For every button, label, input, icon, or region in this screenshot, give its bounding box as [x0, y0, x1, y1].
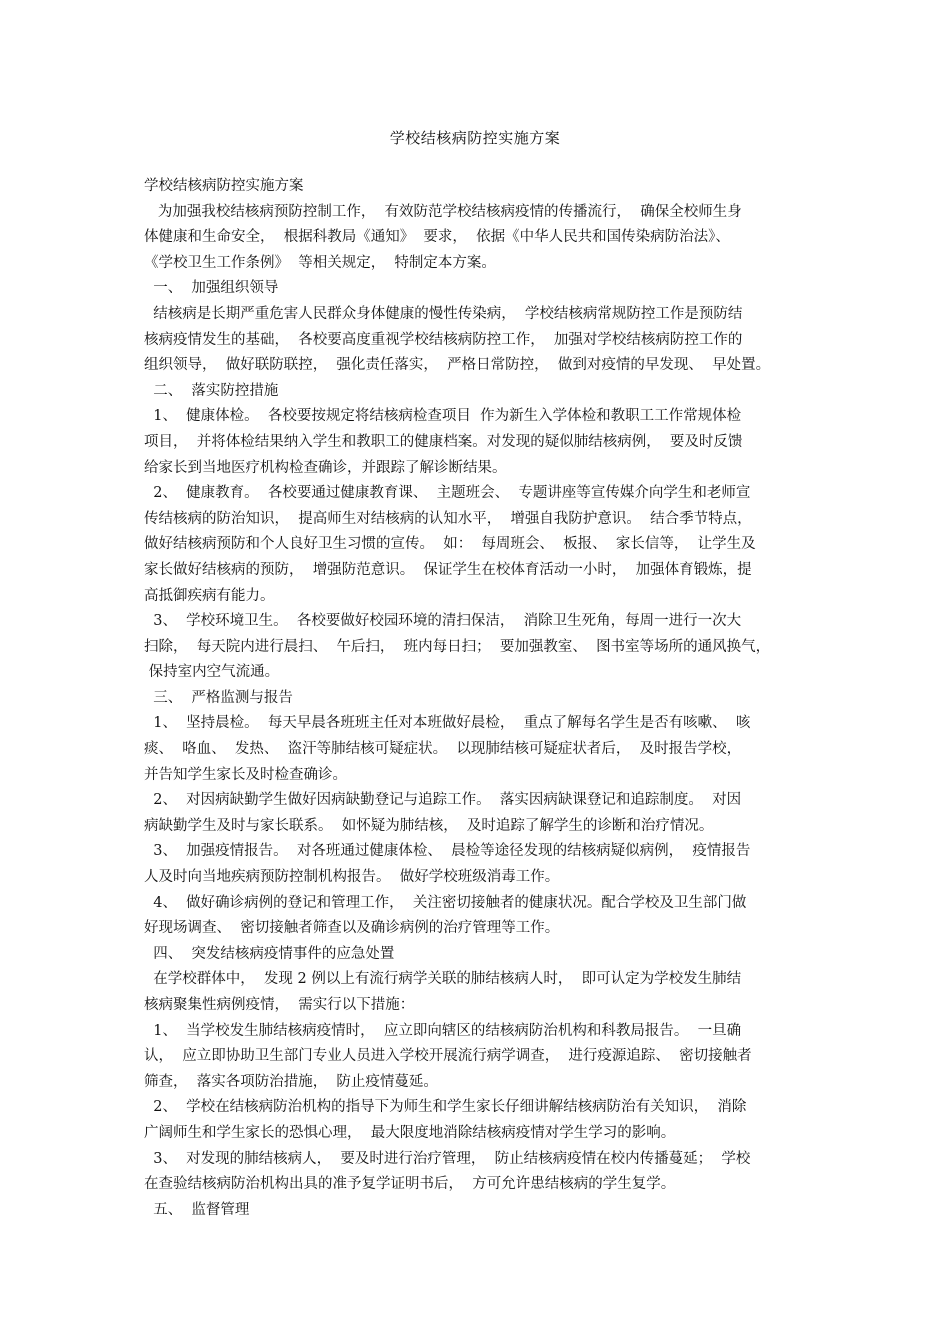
body-text-line: 2、 对因病缺勤学生做好因病缺勤登记与追踪工作。 落实因病缺课登记和追踪制度。 对因	[144, 792, 742, 809]
body-text-line: 家长做好结核病的预防， 增强防范意识。 保证学生在校体育活动一小时， 加强体育锻炼，提	[144, 561, 752, 578]
body-text-line: 传结核病的防治知识， 提高师生对结核病的认知水平， 增强自我防护意识。 结合季节特点，	[144, 510, 752, 527]
body-text-line: 广阔师生和学生家长的恐惧心理， 最大限度地消除结核病疫情对学生学习的影响。	[144, 1124, 676, 1141]
body-text-line: 项目， 并将体检结果纳入学生和教职工的健康档案。对发现的疑似肺结核病例， 要及时反馈	[144, 433, 743, 450]
body-text-line: 痰、 咯血、 发热、 盗汗等肺结核可疑症状。 以现肺结核可疑症状者后， 及时报告学校，	[144, 741, 742, 758]
body-text-line: 筛查， 落实各项防治措施， 防止疫情蔓延。	[144, 1073, 438, 1090]
body-text-line: 2、 学校在结核病防治机构的指导下为师生和学生家长仔细讲解结核病防治有关知识， 消除	[144, 1099, 747, 1116]
body-text-line: 体健康和生命安全， 根据科教局《通知》 要求， 依据《中华人民共和国传染病防治法》、	[144, 229, 730, 246]
body-text-line: 《学校卫生工作条例》 等相关规定， 特制定本方案。	[144, 254, 496, 271]
body-text-line: 3、 对发现的肺结核病人， 要及时进行治疗管理， 防止结核病疫情在校内传播蔓延； 学校	[144, 1150, 751, 1167]
body-text-line: 核病聚集性病例疫情， 需实行以下措施：	[144, 997, 415, 1013]
body-text-line: 给家长到当地医疗机构检查确诊，并跟踪了解诊断结果。	[144, 459, 507, 476]
body-text-line: 做好结核病预防和个人良好卫生习惯的宣传。 如： 每周班会、 板报、 家长信等， 让学生及	[144, 536, 756, 553]
body-text-line: 并告知学生家长及时检查确诊。	[144, 766, 347, 783]
body-text-line: 核病疫情发生的基础， 各校要高度重视学校结核病防控工作， 加强对学校结核病防控工作的	[144, 331, 743, 348]
body-text-line: 结核病是长期严重危害人民群众身体健康的慢性传染病， 学校结核病常规防控工作是预防结	[144, 305, 743, 322]
body-text-line: 认， 应立即协助卫生部门专业人员进入学校开展流行病学调查， 进行疫源追踪、 密切接触者	[144, 1048, 752, 1065]
body-text-line: 2、 健康教育。 各校要通过健康教育课、 主题班会、 专题讲座等宣传媒介向学生和老师宣	[144, 485, 751, 502]
body-text-line: 人及时向当地疾病预防控制机构报告。 做好学校班级消毒工作。	[144, 869, 560, 886]
body-text-line: 为加强我校结核病预防控制工作， 有效防范学校结核病疫情的传播流行， 确保全校师生身	[144, 203, 742, 220]
body-text-line: 好现场调查、 密切接触者筛查以及确诊病例的治疗管理等工作。	[144, 920, 560, 937]
body-text-line: 1、 当学校发生肺结核病疫情时， 应立即向辖区的结核病防治机构和科教局报告。 一旦确	[144, 1022, 742, 1039]
body-text-line: 病缺勤学生及时与家长联系。 如怀疑为肺结核， 及时追踪了解学生的诊断和治疗情况。	[144, 817, 714, 834]
body-text-line: 在查验结核病防治机构出具的准予复学证明书后， 方可允许患结核病的学生复学。	[144, 1176, 676, 1193]
body-text-line: 一、 加强组织领导	[144, 280, 279, 297]
body-text-line: 三、 严格监测与报告	[144, 689, 293, 706]
body-text-line: 1、 健康体检。 各校要按规定将结核病检查项目 作为新生入学体检和教职工工作常规体检	[144, 408, 742, 425]
body-text-line: 3、 加强疫情报告。 对各班通过健康体检、 晨检等途径发现的结核病疑似病例， 疫情报告	[144, 843, 751, 860]
body-text-line: 组织领导， 做好联防联控， 强化责任落实， 严格日常防控， 做到对疫情的早发现、 早处置。	[144, 357, 771, 374]
body-text-line: 学校结核病防控实施方案	[144, 178, 304, 194]
body-text-line: 1、 坚持晨检。 每天早晨各班班主任对本班做好晨检， 重点了解每名学生是否有咳嗽、 咳	[144, 715, 751, 732]
body-text-line: 扫除， 每天院内进行晨扫、 午后扫， 班内每日扫； 要加强教室、 图书室等场所的通风换气，	[144, 638, 771, 655]
body-text-line: 二、 落实防控措施	[144, 382, 279, 399]
body-text-line: 保持室内空气流通。	[144, 664, 280, 681]
body-text-line: 四、 突发结核病疫情事件的应急处置	[144, 945, 395, 962]
body-text-line: 在学校群体中， 发现 2 例以上有流行病学关联的肺结核病人时， 即可认定为学校发生肺结	[144, 971, 742, 988]
body-text-line: 五、 监督管理	[144, 1201, 250, 1218]
document-body	[144, 174, 814, 1223]
body-text-line: 高抵御疾病有能力。	[144, 587, 275, 604]
body-text-line: 4、 做好确诊病例的登记和管理工作， 关注密切接触者的健康状况。配合学校及卫生部门做	[144, 894, 747, 911]
body-text-line: 3、 学校环境卫生。 各校要做好校园环境的清扫保洁， 消除卫生死角，每周一进行一次大	[144, 613, 742, 630]
document-title: 学校结核病防控实施方案	[389, 129, 561, 147]
